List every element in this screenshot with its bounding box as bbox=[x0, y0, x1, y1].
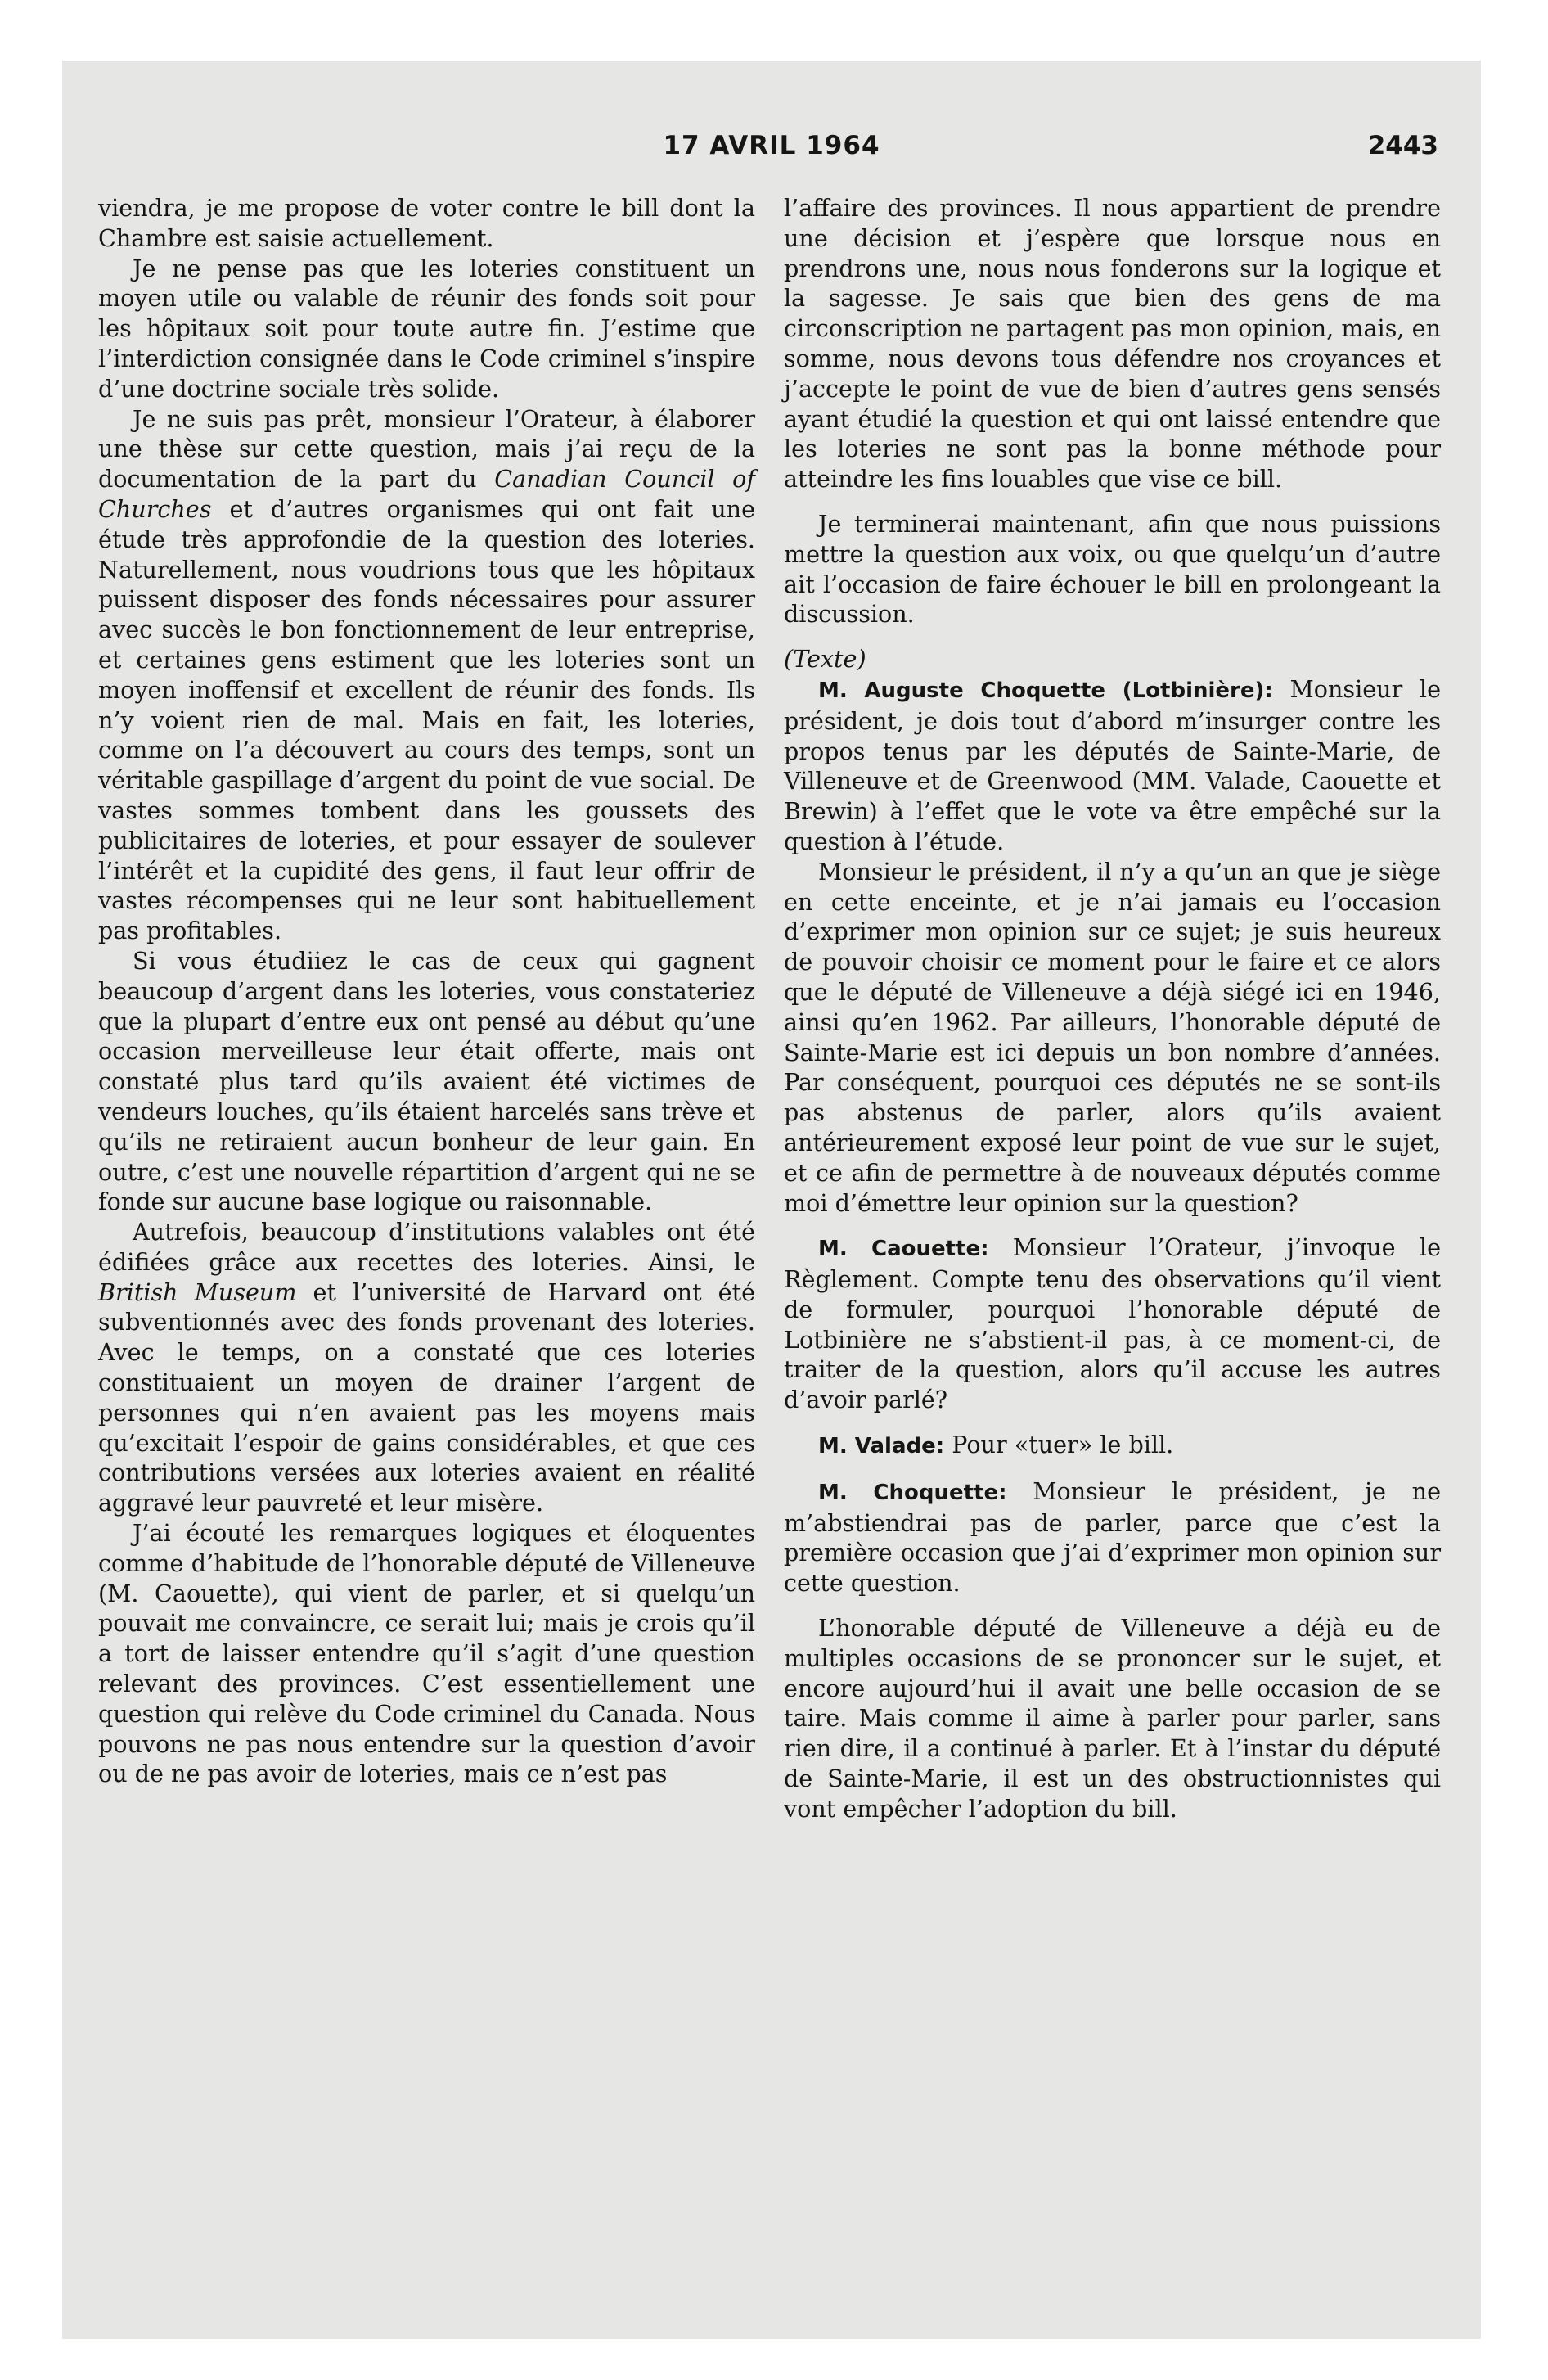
header-date: 17 AVRIL 1964 bbox=[663, 131, 880, 160]
paragraph-text: et d’autres organismes qui ont fait une étude très approfondie de la question des loteries. Naturellement, nous voudrions tous que les hôpitaux puissent disposer des fonds nécessaires pour assurer avec succès le bon fonctionnement de leur entreprise, et certaines gens estiment que les loteries sont un moyen inoffensif et excellent de réunir des fonds. Ils n’y voient rien de mal. Mais en fait, les loteries, comme on l’a découvert au cours des temps, sont un véritable gaspillage d’argent du point de vue social. De vastes sommes tombent dans les goussets des publicitaires de loteries, et pour essayer de soulever l’intérêt et la cupidité des gens, il faut leur offrir de vastes récompenses qui ne leur sont habituellement pas profitables. bbox=[98, 494, 755, 945]
paragraph-text: Je ne suis pas prêt, monsieur l’Orateur, à élaborer une thèse sur cette question, mais j’ai reçu de la documentation de la part du bbox=[98, 404, 755, 494]
section-label bbox=[784, 644, 1441, 674]
paragraph bbox=[98, 1217, 755, 1518]
paragraph bbox=[98, 404, 755, 946]
paragraph: viendra, je me propose de voter contre le bill dont la Chambre est saisie actuellement. bbox=[98, 194, 755, 252]
speaker-name: M. Valade: bbox=[818, 1434, 945, 1459]
paragraph-text: Monsieur l’Orateur, j’invoque le Règlement. Compte tenu des observations qu’il vient de formuler, pourquoi l’honorable député de Lotbinière ne s’abstient-il pas, à ce moment-ci, de traiter de la question, alors qu’il accuse les autres d’avoir parlé? bbox=[784, 1233, 1441, 1414]
paragraph: Je terminerai maintenant, afin que nous puissions mettre la question aux voix, ou que quelqu’un d’autre ait l’occasion de faire échouer le bill en prolongeant la discussion. bbox=[784, 509, 1441, 629]
paragraph: Si vous étudiiez le cas de ceux qui gagnent beaucoup d’argent dans les loteries, vous constateriez que la plupart d’entre eux ont pensé au début qu’une occasion merveilleuse leur était offerte, mais ont constaté plus tard qu’ils avaient été victimes de vendeurs louches, qu’ils étaient harcelés sans trève et qu’ils ne retiraient aucun bonheur de leur gain. En outre, c’est une nouvelle répartition d’argent qui ne se fonde sur aucune base logique ou raisonnable. bbox=[98, 946, 755, 1216]
paragraph: J’ai écouté les remarques logiques et éloquentes comme d’habitude de l’honorable député de Villeneuve (M. Caouette), qui vient de parler, et si quelqu’un pouvait me convaincre, ce serait lui; mais je crois qu’il a tort de laisser entendre qu’il s’agit d’une question relevant des provinces. C’est essentiellement une question qui relève du Code criminel du Canada. Nous pouvons ne pas nous entendre sur la question d’avoir ou de ne pas avoir de loteries, mais ce n’est pas bbox=[98, 1519, 755, 1788]
left-column bbox=[98, 193, 755, 1789]
paragraph-text: Monsieur le président, je dois tout d’abord m’insurger contre les propos tenus par les députés de Sainte-Marie, de Villeneuve et de Greenwood (MM. Valade, Caouette et Brewin) à l’effet que le vote va être empêché sur la question à l’étude. bbox=[784, 674, 1441, 855]
speech-paragraph bbox=[784, 1233, 1441, 1415]
speaker-name: M. Choquette: bbox=[818, 1480, 1007, 1505]
paragraph: L’honorable député de Villeneuve a déjà eu de multiples occasions de se prononcer sur le sujet, et encore aujourd’hui il avait une belle occasion de se taire. Mais comme il aime à parler pour parler, sans rien dire, il a continué à parler. Et à l’instar du député de Sainte-Marie, il est un des obstructionnistes qui vont empêcher l’adoption du bill. bbox=[784, 1614, 1441, 1823]
paragraph: Je ne pense pas que les loteries constituent un moyen utile ou valable de réunir des fonds soit pour les hôpitaux soit pour toute autre fin. J’estime que l’interdiction consignée dans le Code criminel s’inspire d’une doctrine sociale très solide. bbox=[98, 254, 755, 403]
italic-title: Canadian Council of Churches bbox=[98, 465, 755, 523]
speech-paragraph bbox=[784, 1430, 1441, 1462]
italic-title: British Museum bbox=[98, 1278, 297, 1306]
speech-paragraph bbox=[784, 674, 1441, 857]
paragraph-text: et l’université de Harvard ont été subventionnés avec des fonds provenant des loteries. Avec le temps, on a constaté que ces loteries constituaient un moyen de drainer l’argent de personnes qui n’en avaient pas les moyens mais qu’excitait l’espoir de gains considérables, et que ces contributions versées aux loteries avaient en réalité aggravé leur pauvreté et leur misère. bbox=[98, 1278, 755, 1517]
speaker-name: M. Caouette: bbox=[818, 1237, 989, 1262]
paragraph-text: Monsieur le président, je ne m’abstiendrai pas de parler, parce que c’est la première occasion que j’ai d’exprimer mon opinion sur cette question. bbox=[784, 1476, 1441, 1598]
page-header bbox=[62, 131, 1481, 180]
document-page bbox=[62, 61, 1481, 2339]
page-number: 2443 bbox=[1367, 131, 1438, 160]
paragraph-text: Autrefois, beaucoup d’institutions valables ont été édifiées grâce aux recettes des loteries. Ainsi, le bbox=[98, 1218, 755, 1276]
right-column bbox=[784, 193, 1441, 1824]
speech-paragraph bbox=[784, 1476, 1441, 1598]
texte-label: (Texte) bbox=[784, 645, 866, 674]
paragraph: Monsieur le président, il n’y a qu’un an que je siège en cette enceinte, et je n’ai jamais eu l’occasion d’exprimer mon opinion sur ce sujet; je suis heureux de pouvoir choisir ce moment pour le faire et ce alors que le député de Villeneuve a déjà siégé ici en 1946, ainsi qu’en 1962. Par ailleurs, l’honorable député de Sainte-Marie est ici depuis un bon nombre d’années. Par conséquent, pourquoi ces députés ne se sont-ils pas abstenus de parler, alors qu’ils avaient antérieurement exposé leur point de vue sur le sujet, et ce afin de permettre à de nouveaux députés comme moi d’émettre leur opinion sur la question? bbox=[784, 857, 1441, 1217]
speaker-name: M. Auguste Choquette (Lotbinière): bbox=[818, 678, 1273, 703]
paragraph-text: Pour «tuer» le bill. bbox=[944, 1431, 1174, 1459]
paragraph: l’affaire des provinces. Il nous appartient de prendre une décision et j’espère que lorsque nous en prendrons une, nous nous fonderons sur la logique et la sagesse. Je sais que bien des gens de ma circonscription ne partagent pas mon opinion, mais, en somme, nous devons tous défendre nos croyances et j’accepte le point de vue de bien d’autres gens sensés ayant étudié la question et qui ont laissé entendre que les loteries ne sont pas la bonne méthode pour atteindre les fins louables que vise ce bill. bbox=[784, 194, 1441, 494]
